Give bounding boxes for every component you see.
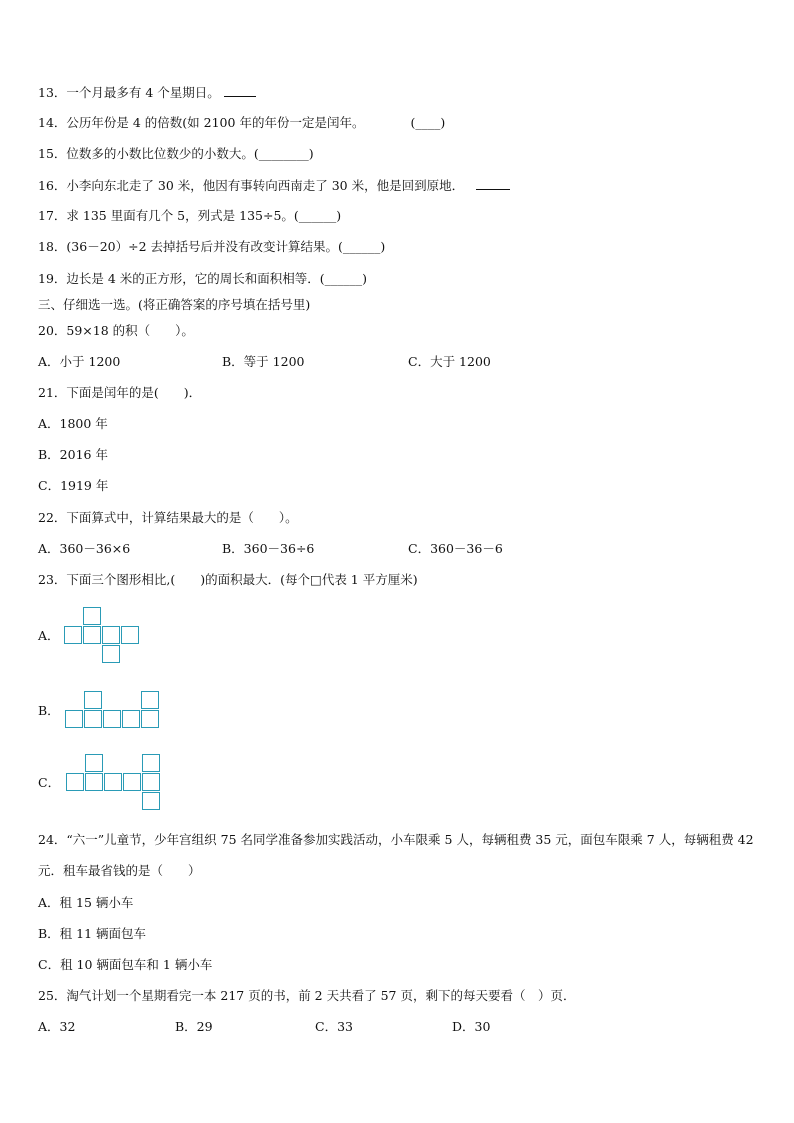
grid-cell: [142, 792, 160, 810]
grid-cell: [122, 710, 140, 728]
grid-cell: [83, 626, 101, 644]
grid-cell: [66, 773, 84, 791]
grid-cell: [123, 773, 141, 791]
option-b[interactable]: B．等于 1200: [222, 354, 305, 369]
figure-c: [66, 754, 166, 814]
grid-cell: [142, 754, 160, 772]
question-14-paren[interactable]: (____): [410, 115, 446, 130]
option-a[interactable]: A．租 15 辆小车: [38, 895, 134, 910]
question-16: [38, 177, 510, 194]
option-a[interactable]: A．32: [38, 1019, 76, 1034]
section-3-title: 三、仔细选一选。(将正确答案的序号填在括号里): [38, 297, 311, 312]
option-c[interactable]: C．360－36－6: [408, 541, 503, 556]
option-a[interactable]: A．小于 1200: [38, 354, 121, 369]
question-24-stem: 24．“六一”儿童节，少年宫组织 75 名同学准备参加实践活动，小车限乘 5 人，每辆租费 35 元，面包车限乘 7 人，每辆租费 42 元．租车最省钱的是（ ）: [38, 832, 754, 878]
option-b[interactable]: B．360－36÷6: [222, 541, 315, 556]
figure-b: [65, 691, 165, 731]
question-14: [38, 115, 445, 131]
question-25-stem: 25．淘气计划一个星期看完一本 217 页的书，前 2 天共看了 57 页，剩下的每天要看（ ）页．: [38, 988, 576, 1003]
option-b[interactable]: B．租 11 辆面包车: [38, 926, 147, 941]
question-20-stem: 20．59×18 的积（ ）。: [38, 323, 194, 338]
grid-cell: [141, 710, 159, 728]
section-heading: [38, 297, 310, 313]
question-23-stem: 23．下面三个图形相比,( )的面积最大．(每个□代表 1 平方厘米): [38, 572, 418, 587]
question-18-text: 18．(36－20）÷2 去掉括号后并没有改变计算结果。(______): [38, 239, 386, 254]
grid-cell: [103, 710, 121, 728]
grid-cell: [84, 710, 102, 728]
grid-cell: [85, 754, 103, 772]
option-a-label[interactable]: A．: [38, 628, 60, 643]
question-13-text: 13．一个月最多有 4 个星期日。: [38, 85, 220, 100]
question-22-stem: 22．下面算式中，计算结果最大的是（ ）。: [38, 510, 298, 525]
figure-a: [64, 607, 144, 667]
grid-cell: [142, 773, 160, 791]
question-17: [38, 208, 341, 224]
question-15: [38, 146, 314, 162]
option-b-label[interactable]: B．: [38, 703, 60, 718]
question-16-text: 16．小李向东北走了 30 米，他因有事转向西南走了 30 米，他是回到原地．: [38, 178, 465, 193]
grid-cell: [84, 691, 102, 709]
question-18: [38, 239, 385, 255]
grid-cell: [83, 607, 101, 625]
option-d[interactable]: D．30: [452, 1019, 491, 1034]
question-19: [38, 271, 367, 287]
question-21-stem: 21．下面是闰年的是( )．: [38, 385, 202, 400]
option-c-label[interactable]: C．: [38, 775, 61, 790]
question-15-text: 15．位数多的小数比位数少的小数大。(________): [38, 146, 314, 161]
option-b[interactable]: B．29: [175, 1019, 213, 1034]
grid-cell: [102, 626, 120, 644]
grid-cell: [64, 626, 82, 644]
option-c[interactable]: C．1919 年: [38, 478, 109, 493]
answer-blank[interactable]: [476, 177, 510, 190]
option-a[interactable]: A．360－36×6: [38, 541, 131, 556]
option-c[interactable]: C．33: [315, 1019, 353, 1034]
question-17-text: 17．求 135 里面有几个 5，列式是 135÷5。(______): [38, 208, 342, 223]
grid-cell: [104, 773, 122, 791]
grid-cell: [102, 645, 120, 663]
grid-cell: [65, 710, 83, 728]
option-b[interactable]: B．2016 年: [38, 447, 108, 462]
grid-cell: [85, 773, 103, 791]
option-c[interactable]: C．租 10 辆面包车和 1 辆小车: [38, 957, 213, 972]
option-a[interactable]: A．1800 年: [38, 416, 108, 431]
answer-blank[interactable]: [224, 84, 256, 97]
question-14-text: 14．公历年份是 4 的倍数(如 2100 年的年份一定是闰年。: [38, 115, 365, 130]
option-c[interactable]: C．大于 1200: [408, 354, 491, 369]
grid-cell: [121, 626, 139, 644]
question-19-text: 19．边长是 4 米的正方形，它的周长和面积相等．(______): [38, 271, 368, 286]
grid-cell: [141, 691, 159, 709]
question-13: [38, 84, 256, 101]
